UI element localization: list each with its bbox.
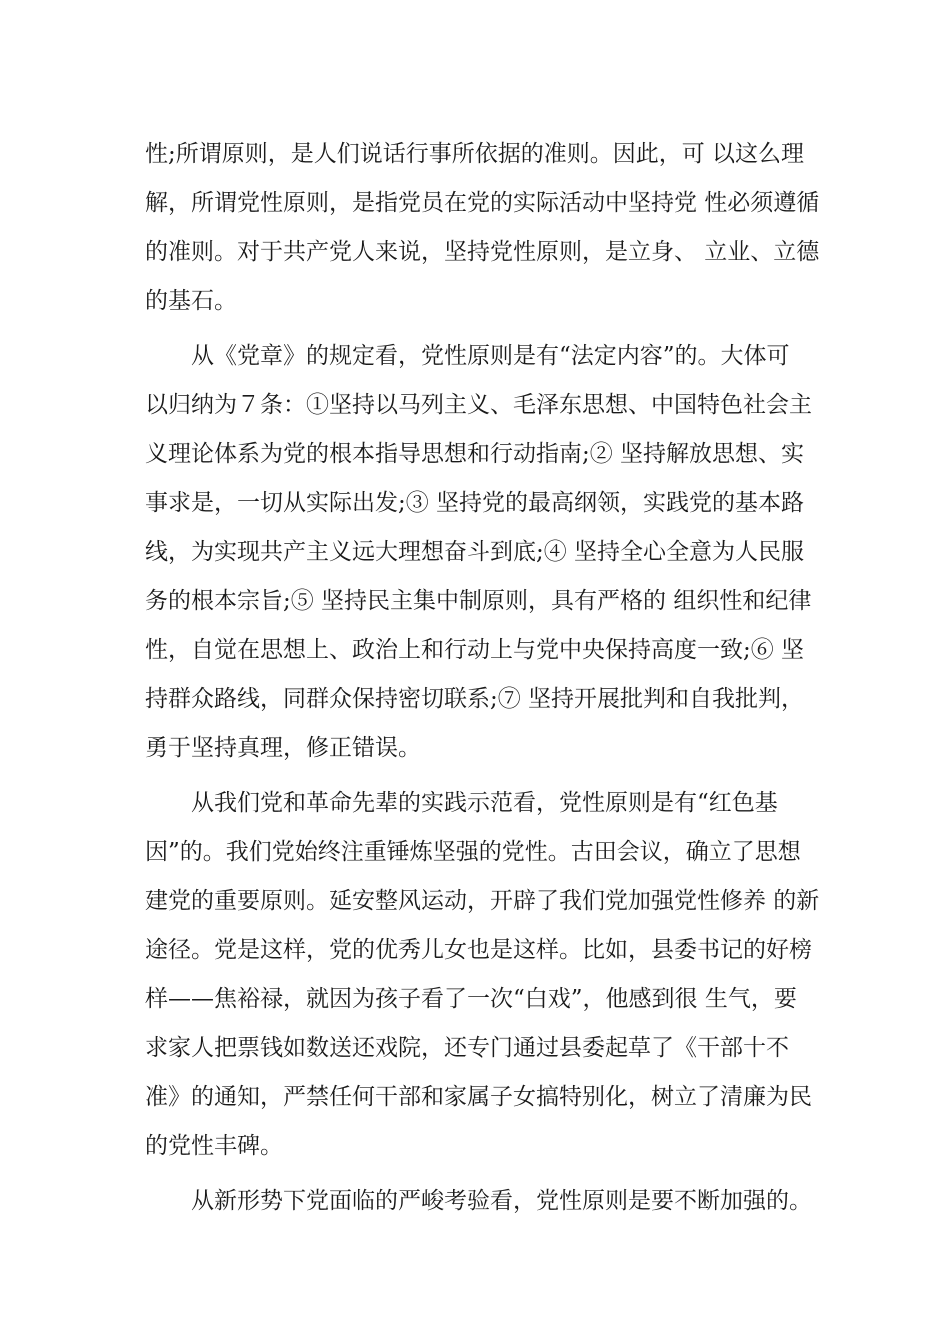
text-line: 从《党章》的规定看，党性原则是有“法定内容”的。大体可 [145, 343, 790, 369]
paragraph-4 [145, 1177, 810, 1226]
text-line: 持群众路线，同群众保持密切联系;⑦ 坚持开展批判和自我批判， [145, 686, 805, 712]
text-line: 性，自觉在思想上、政治上和行动上与党中央保持高度一致;⑥ 坚 [145, 637, 805, 663]
text-line: 建党的重要原则。延安整风运动，开辟了我们党加强党性修养 的新 [145, 888, 820, 914]
text-line: 线，为实现共产主义远大理想奋斗到底;④ 坚持全心全意为人民服 [145, 539, 805, 565]
paragraph-2 [145, 332, 810, 773]
text-line: 解，所谓党性原则，是指党员在党的实际活动中坚持党 性必须遵循 [145, 190, 820, 216]
text-line: 性;所谓原则，是人们说话行事所依据的准则。因此，可 以这么理 [145, 141, 805, 167]
text-line: 求家人把票钱如数送还戏院，还专门通过县委起草了《干部十不 [145, 1035, 789, 1061]
text-line: 事求是，一切从实际出发;③ 坚持党的最高纲领，实践党的基本路 [145, 490, 805, 516]
text-line: 义理论体系为党的根本指导思想和行动指南;② 坚持解放思想、实 [145, 441, 805, 467]
text-line: 的党性丰碑。 [145, 1133, 283, 1159]
text-line: 的准则。对于共产党人来说，坚持党性原则，是立身、 立业、立德 [145, 239, 820, 265]
text-line: 从新形势下党面临的严峻考验看，党性原则是要不断加强的。 [145, 1188, 812, 1214]
text-line: 务的根本宗旨;⑤ 坚持民主集中制原则，具有严格的 组织性和纪律 [145, 588, 812, 614]
text-line: 勇于坚持真理，修正错误。 [145, 735, 421, 761]
text-line: 途径。党是这样，党的优秀儿女也是这样。比如，县委书记的好榜 [145, 937, 812, 963]
text-line: 因”的。我们党始终注重锤炼坚强的党性。古田会议，确立了思想 [145, 839, 801, 865]
text-line: 准》的通知，严禁任何干部和家属子女搞特别化，树立了清廉为民 [145, 1084, 812, 1110]
paragraph-1 [145, 130, 820, 326]
text-line: 样——焦裕禄，就因为孩子看了一次“白戏”，他感到很 生气，要 [145, 986, 797, 1012]
document-body [145, 130, 820, 1226]
text-line: 的基石。 [145, 288, 237, 314]
paragraph-3 [145, 779, 820, 1171]
text-line: 从我们党和革命先辈的实践示范看，党性原则是有“红色基 [145, 790, 778, 816]
text-line: 以归纳为７条：①坚持以马列主义、毛泽东思想、中国特色社会主 [145, 392, 812, 418]
